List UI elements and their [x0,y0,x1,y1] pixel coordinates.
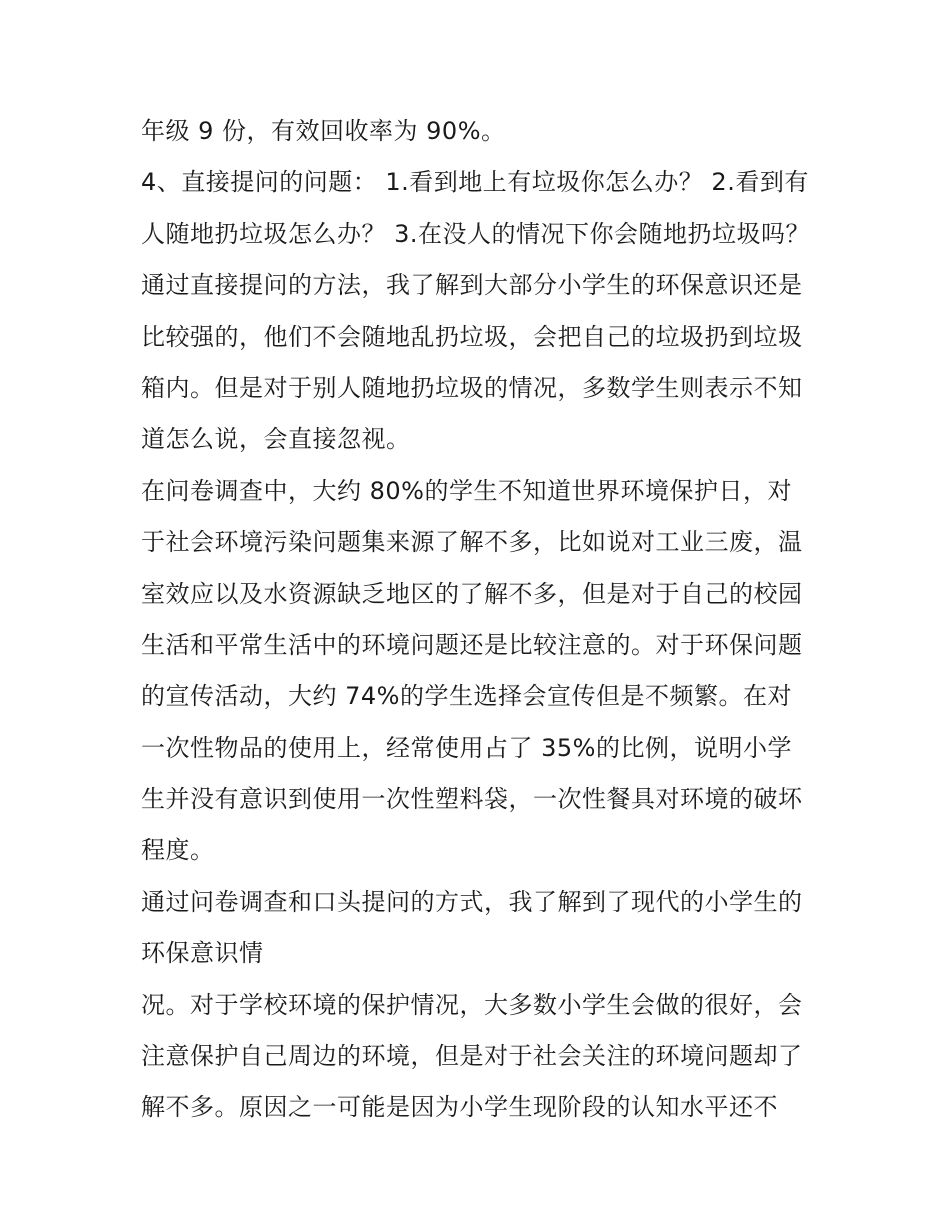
text-line: 的宣传活动，大约 74%的学生选择会宣传但是不频繁。在对 [141,682,792,711]
text-line: 道怎么说，会直接忽视。 [141,425,411,454]
text-line: 箱内。但是对于别人随地扔垃圾的情况，多数学生则表示不知 [141,373,803,402]
text-line: 4、直接提问的问题： 1.看到地上有垃圾你怎么办？ 2.看到有 [141,168,809,197]
text-line: 在问卷调查中，大约 80%的学生不知道世界环境保护日，对 [141,476,792,505]
text-line: 程度。 [141,836,215,865]
text-line: 注意保护自己周边的环境，但是对于社会关注的环境问题却了 [141,1042,803,1071]
text-line: 室效应以及水资源缺乏地区的了解不多，但是对于自己的校园 [141,579,803,608]
text-line: 环保意识情 [141,939,264,968]
text-line: 比较强的，他们不会随地乱扔垃圾，会把自己的垃圾扔到垃圾 [141,322,803,351]
text-line: 况。对于学校环境的保护情况，大多数小学生会做的很好，会 [141,990,803,1019]
text-line: 一次性物品的使用上，经常使用占了 35%的比例，说明小学 [141,733,792,762]
document-body [141,106,831,1134]
text-line: 生并没有意识到使用一次性塑料袋，一次性餐具对环境的破坏 [141,785,803,814]
text-line: 年级 9 份，有效回收率为 90%。 [141,117,506,145]
text-line: 通过问卷调查和口头提问的方式，我了解到了现代的小学生的 [141,887,803,916]
text-line: 人随地扔垃圾怎么办？ 3.在没人的情况下你会随地扔垃圾吗？ [141,219,811,248]
text-line: 生活和平常生活中的环境问题还是比较注意的。对于环保问题 [141,630,803,659]
text-line: 于社会环境污染问题集来源了解不多，比如说对工业三废，温 [141,528,803,557]
text-line: 解不多。原因之一可能是因为小学生现阶段的认知水平还不 [141,1093,778,1122]
text-line: 通过直接提问的方法，我了解到大部分小学生的环保意识还是 [141,271,803,300]
